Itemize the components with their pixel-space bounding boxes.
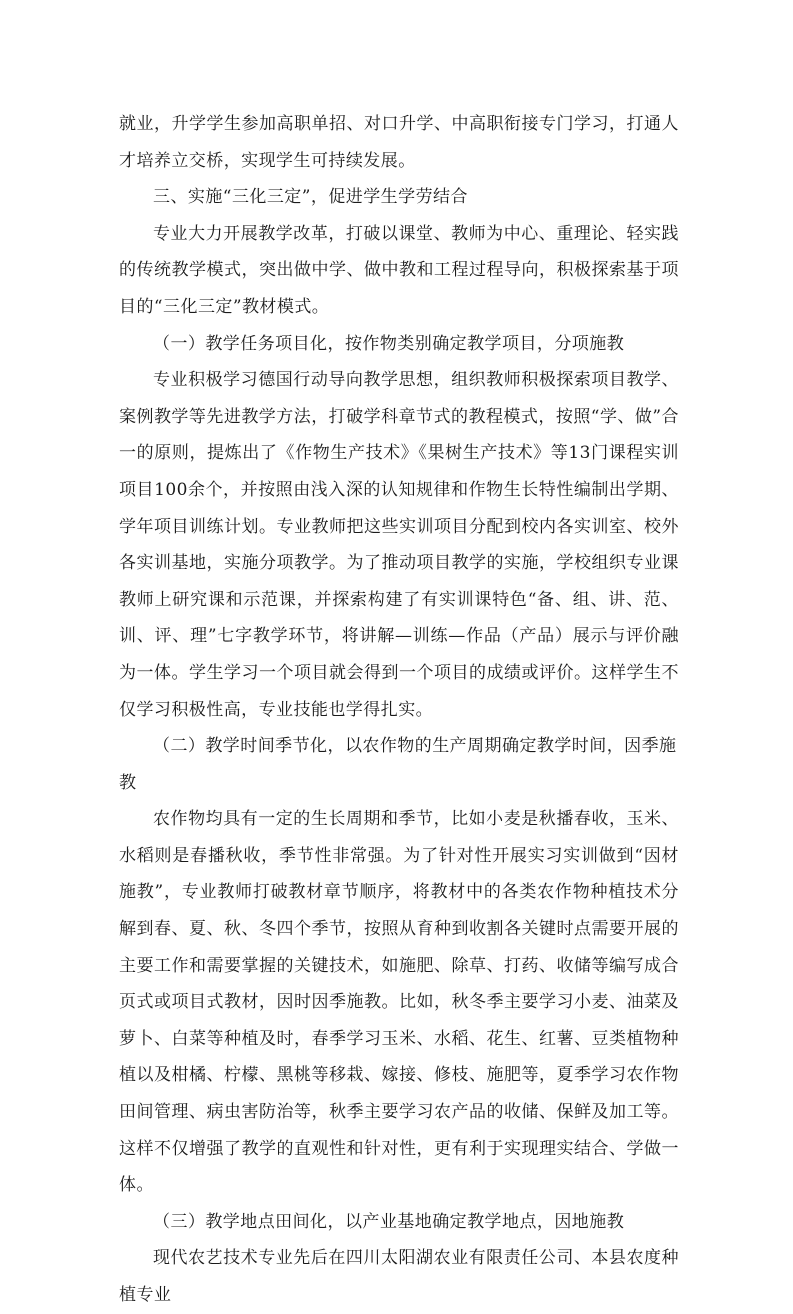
subheading-three: （三）教学地点田间化，以产业基地确定教学地点，因地施教 xyxy=(153,1211,625,1232)
paragraph-field-teaching: 现代农艺技术专业先后在四川太阳湖农业有限责任公司、本县农度种植专业 xyxy=(119,1248,679,1305)
subheading-two: （二）教学时间季节化，以农作物的生产周期确定教学时间，因季施教 xyxy=(119,736,677,793)
document-body xyxy=(119,106,679,1314)
section-heading-three: 三、实施“三化三定”，促进学生学劳结合 xyxy=(153,187,468,208)
subheading-one: （一）教学任务项目化，按作物类别确定教学项目，分项施教 xyxy=(153,333,625,354)
paragraph-project-teaching: 专业积极学习德国行动导向教学思想，组织教师积极探索项目教学、案例教学等先进教学方法，打破学科章节式的教程模式，按照“学、做”合一的原则，提炼出了《作物生产技术》《果树生产技术》等13门课程实训项目100余个，并按照由浅入深的认知规律和作物生长特性编制出学期、学年项目训练计划。专业教师把这些实训项目分配到校内各实训室、校外各实训基地，实施分项教学。为了推动项目教学的实施，学校组织专业课教师上研究课和示范课，并探索构建了有实训课特色“备、组、讲、范、训、评、理”七字教学环节，将讲解—训练—作品（产品）展示与评价融为一体。学生学习一个项目就会得到一个项目的成绩或评价。这样学生不仅学习积极性高，专业技能也学得扎实。 xyxy=(119,370,679,720)
paragraph-reform-intro: 专业大力开展教学改革，打破以课堂、教师为中心、重理论、轻实践的传统教学模式，突出做中学、做中教和工程过程导向，积极探索基于项目的“三化三定”教材模式。 xyxy=(119,223,679,317)
paragraph-continuation: 就业，升学学生参加高职单招、对口升学、中高职衔接专门学习，打通人才培养立交桥，实现学生可持续发展。 xyxy=(119,114,679,171)
paragraph-seasonal-teaching: 农作物均具有一定的生长周期和季节，比如小麦是秋播春收，玉米、水稻则是春播秋收，季节性非常强。为了针对性开展实习实训做到“因材施教”，专业教师打破教材章节顺序，将教材中的各类农作物种植技术分解到春、夏、秋、冬四个季节，按照从育种到收割各关键时点需要开展的主要工作和需要掌握的关键技术，如施肥、除草、打药、收储等编写成合页式或项目式教材，因时因季施教。比如，秋冬季主要学习小麦、油菜及萝卜、白菜等种植及时，春季学习玉米、水稻、花生、红薯、豆类植物种植以及柑橘、柠檬、黑桃等移栽、嫁接、修枝、施肥等，夏季学习农作物田间管理、病虫害防治等，秋季主要学习农产品的收储、保鲜及加工等。这样不仅增强了教学的直观性和针对性，更有利于实现理实结合、学做一体。 xyxy=(119,809,679,1196)
